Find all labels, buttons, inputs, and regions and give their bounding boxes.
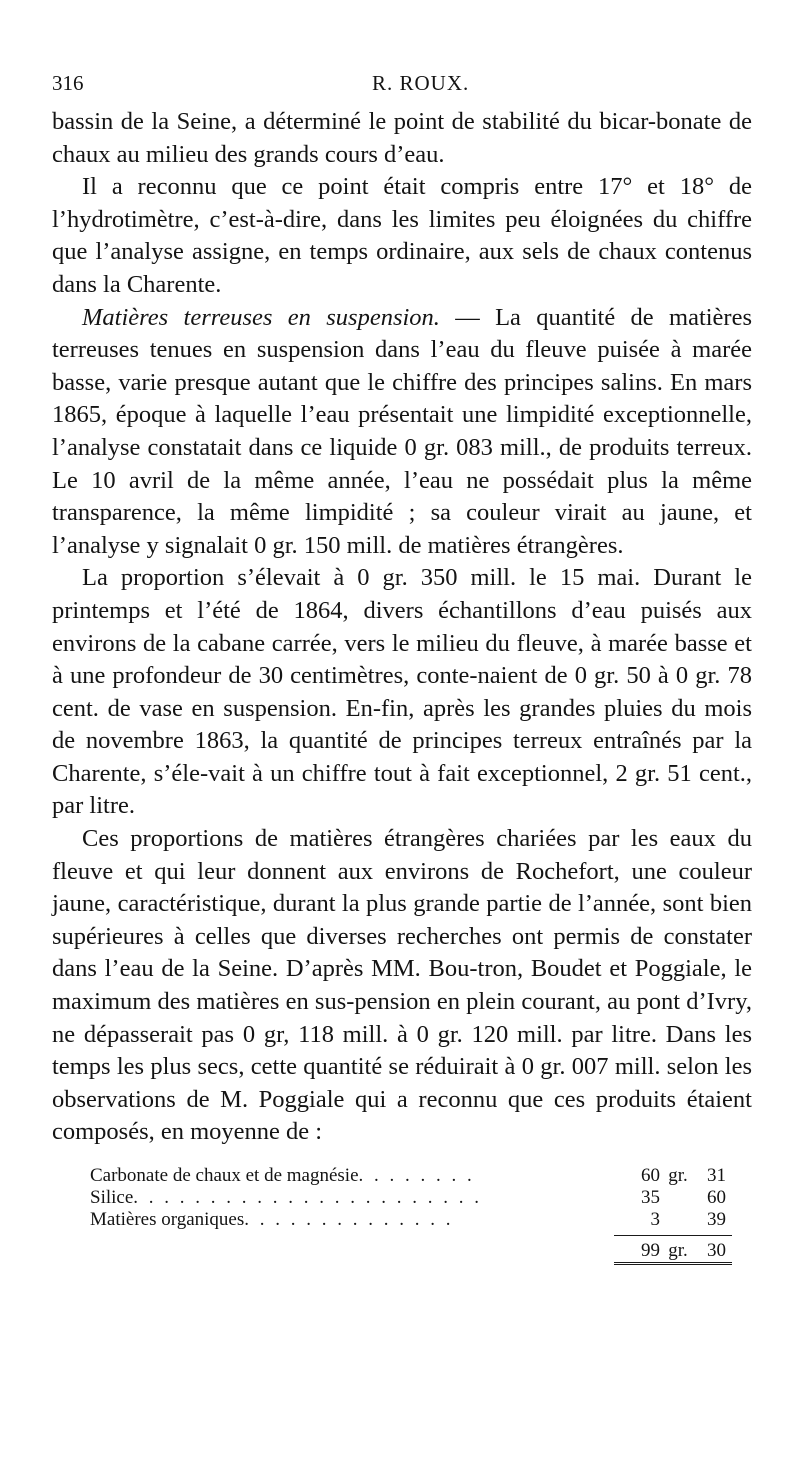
total-grams: 99: [641, 1240, 660, 1261]
total-row: [90, 1236, 732, 1262]
leader-dots: . . . . . . . . . . . . . . . . . . . . . . .: [133, 1187, 483, 1208]
running-head: [52, 72, 752, 94]
leader-dots: . . . . . . . .: [358, 1165, 475, 1186]
paragraph-5: Ces proportions de matières étrangères chariées par les eaux du fleuve et qui leur donnent aux environs de Rochefort, une couleur jaune, caractéristique, durant la plus grande partie de l’année, sont bien supérieures à celles que diverses recherches ont permis de constater dans l’eau de la Seine. D’après MM. Bou-tron, Boudet et Poggiale, le maximum des matières en sus-pension en plein courant, au pont d’Ivry, ne dépasserait pas 0 gr, 118 mill. à 0 gr. 120 mill. par litre. Dans les temps les plus secs, cette quantité se réduirait à 0 gr. 007 mill. selon les observations de M. Poggiale qui a reconnu que ces produits étaient composés, en moyenne de :: [52, 825, 752, 1146]
unit-label: [660, 1187, 696, 1209]
grams-value: 35: [641, 1187, 660, 1208]
total-unit: gr.: [668, 1240, 688, 1261]
paragraph-4: La proportion s’élevait à 0 gr. 350 mill. le 15 mai. Durant le printemps et l’été de 1864, divers échantillons d’eau puisés aux environs de la cabane carrée, vers le milieu du fleuve, à marée basse et à une profondeur de 30 centimètres, conte-naient de 0 gr. 50 à 0 gr. 78 cent. de vase en suspension. En-fin, après les grandes pluies du mois de novembre 1863, la quantité de principes terreux entraînés par la Charente, s’éle-vait à un chiffre tout à fait exceptionnel, 2 gr. 51 cent., par litre.: [52, 564, 752, 820]
total-value: [618, 1240, 732, 1262]
table-row: [90, 1209, 732, 1231]
paragraph-1: bassin de la Seine, a déterminé le point de stabilité du bicar-bonate de chaux au milieu des grands cours d’eau.: [52, 108, 752, 168]
paragraph-2: Il a reconnu que ce point était compris entre 17° et 18° de l’hydrotimètre, c’est-à-dire, dans les limites peu éloignées du chiffre que l’analyse assigne, en temps ordinaire, aux sels de chaux contenus dans la Charente.: [52, 173, 752, 298]
paragraph-3-text: terreuses tenues en suspension dans l’eau du fleuve puisée à marée basse, varie presque autant que le chiffre des principes salins. En mars 1865, époque à laquelle l’eau présentait une limpidité exceptionnelle, l’analyse constatait dans ce liquide 0 gr. 083 mill., de produits terreux. Le 10 avril de la même année, l’eau ne possédait plus la même transparence, la même limpidité ; sa couleur virait au jaune, et l’analyse y signalait 0 gr. 150 mill. de matières étrangères.: [52, 336, 752, 559]
leader-dots: . . . . . . . . . . . . . .: [244, 1209, 454, 1230]
table-row: [90, 1187, 732, 1209]
running-title: R. ROUX.: [372, 71, 470, 95]
total-bottom-rule: [614, 1262, 732, 1266]
paragraph-3: [52, 302, 752, 563]
row-label: Carbonate de chaux et de magnésie: [90, 1165, 359, 1186]
body-text: [52, 106, 752, 1149]
row-label: Silice: [90, 1187, 134, 1208]
unit-label: [660, 1209, 696, 1231]
row-value: [618, 1209, 732, 1231]
section-heading-continuation: — La quantité de matières: [439, 303, 752, 331]
total-fraction: 30: [707, 1240, 726, 1261]
row-label: Matières organiques: [90, 1209, 245, 1230]
composition-table: [90, 1165, 732, 1266]
grams-value: 60: [641, 1165, 660, 1186]
fraction-value: 39: [707, 1209, 726, 1230]
row-value: [618, 1187, 732, 1209]
unit-label: gr.: [668, 1165, 688, 1186]
page-number: 316: [52, 71, 84, 95]
fraction-value: 31: [707, 1165, 726, 1186]
table-row: [90, 1165, 732, 1187]
section-heading: Matières terreuses en suspension.: [82, 303, 440, 331]
grams-value: 3: [650, 1209, 660, 1230]
book-page: [52, 0, 752, 1266]
row-value: [618, 1165, 732, 1187]
fraction-value: 60: [707, 1187, 726, 1208]
